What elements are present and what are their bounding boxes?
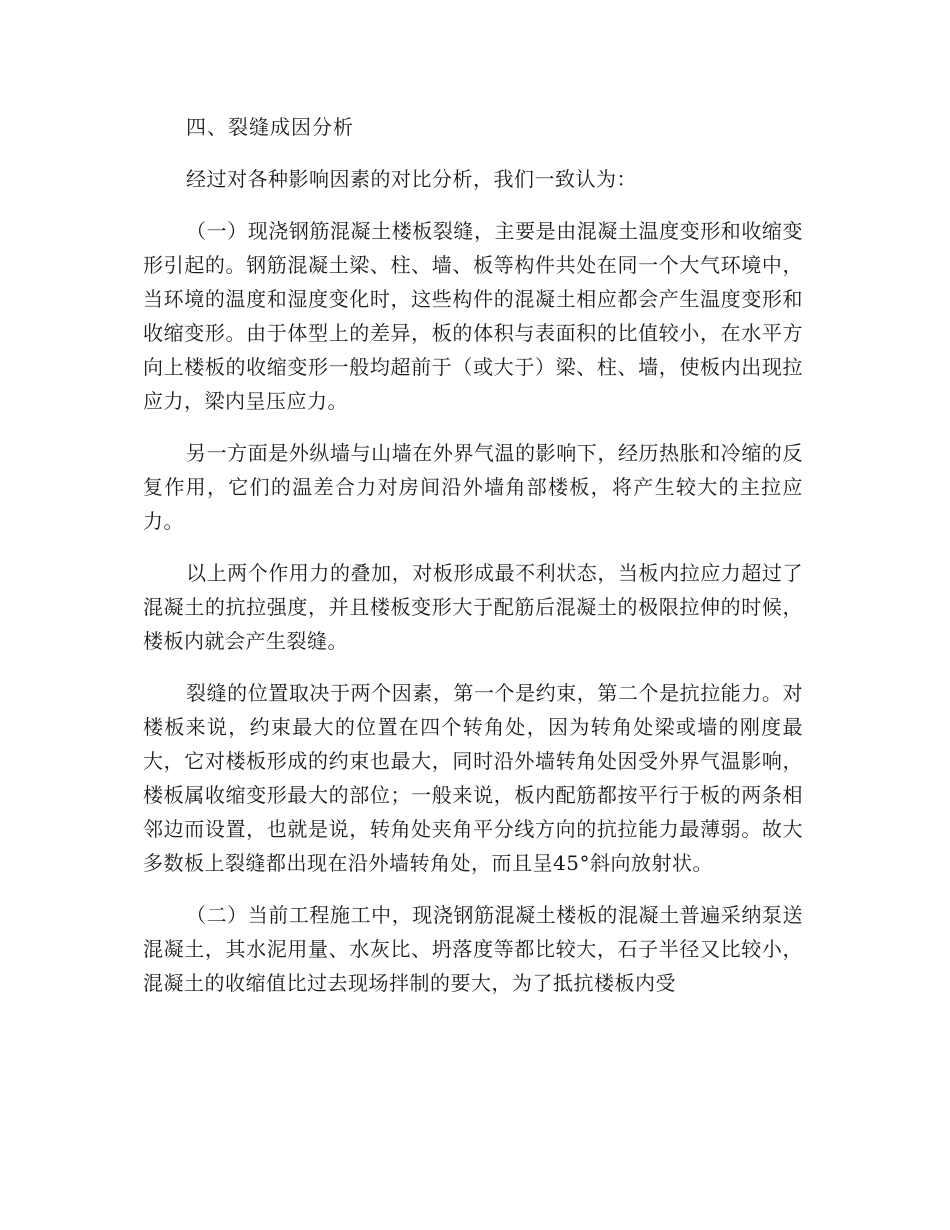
section-heading: 四、裂缝成因分析: [186, 115, 354, 139]
paragraph-cause-two: （二）当前工程施工中，现浇钢筋混凝土楼板的混凝土普遍采纳泵送混凝土，其水泥用量、水灰比、坍落度等都比较大，石子半径又比较小，混凝土的收缩值比过去现场拌制的要大，为了抵抗楼板内受: [143, 903, 803, 995]
paragraph-cause-one: （一）现浇钢筋混凝土楼板裂缝，主要是由混凝土温度变形和收缩变形引起的。钢筋混凝土梁、柱、墙、板等构件共处在同一个大气环境中，当环境的温度和湿度变化时，这些构件的混凝土相应都会产生温度变形和收缩变形。由于体型上的差异，板的体积与表面积的比值较小，在水平方向上楼板的收缩变形一般均超前于（或大于）梁、柱、墙，使板内出现拉应力，梁内呈压应力。: [143, 219, 803, 413]
paragraph-wall-temperature: 另一方面是外纵墙与山墙在外界气温的影响下，经历热胀和冷缩的反复作用，它们的温差合力对房间沿外墙角部楼板，将产生较大的主拉应力。: [143, 441, 803, 533]
document-page: [143, 110, 803, 1018]
paragraph-intro: 经过对各种影响因素的对比分析，我们一致认为：: [186, 167, 637, 191]
paragraph-crack-location: 裂缝的位置取决于两个因素，第一个是约束，第二个是抗拉能力。对楼板来说，约束最大的位置在四个转角处，因为转角处梁或墙的刚度最大，它对楼板形成的约束也最大，同时沿外墙转角处因受外界气温影响，楼板属收缩变形最大的部位；一般来说，板内配筋都按平行于板的两条相邻边而设置，也就是说，转角处夹角平分线方向的抗拉能力最薄弱。故大多数板上裂缝都出现在沿外墙转角处，而且呈45°斜向放射状。: [143, 681, 803, 875]
paragraph-force-superposition: 以上两个作用力的叠加，对板形成最不利状态，当板内拉应力超过了混凝土的抗拉强度，并且楼板变形大于配筋后混凝土的极限拉伸的时候，楼板内就会产生裂缝。: [143, 561, 803, 653]
